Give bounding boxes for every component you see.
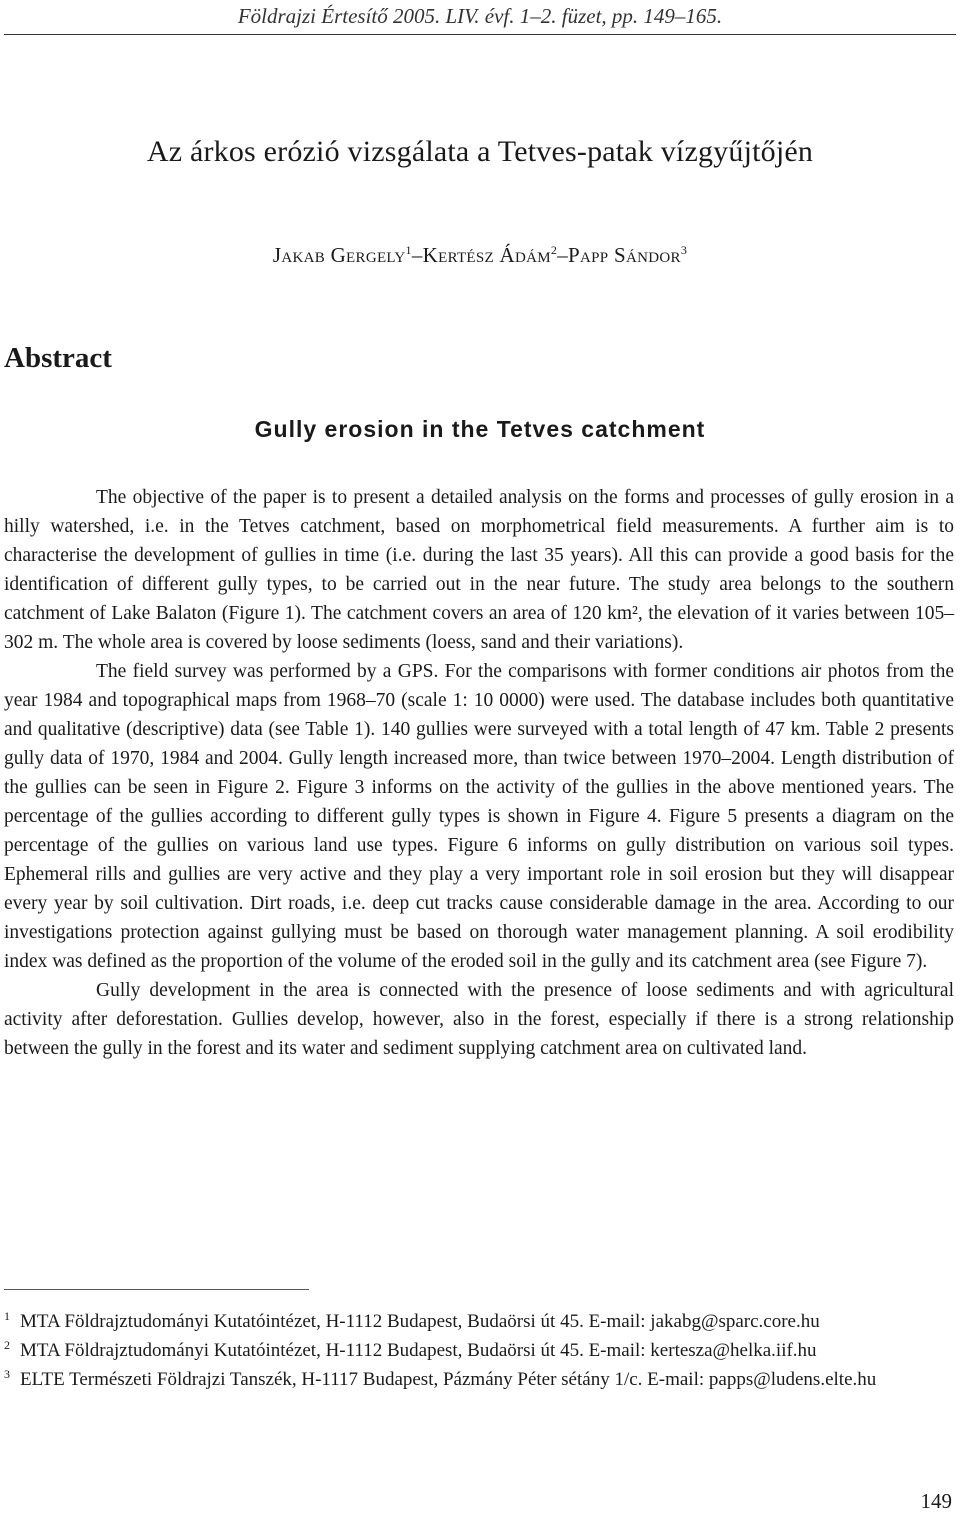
running-head: Földrajzi Értesítő 2005. LIV. évf. 1–2. füzet, pp. 149–165. (237, 4, 723, 28)
footnote-number: 1 (4, 1309, 10, 1323)
footnote (4, 1365, 954, 1394)
abstract-paragraph: The field survey was performed by a GPS. For the comparisons with former conditions air photos from the year 1984 and topographical maps from 1968–70 (scale 1: 10 0000) were used. The database includes both quantitative and qualitative (descriptive) data (see Table 1). 140 gullies were surveyed with a total length of 47 km. Table 2 presents gully data of 1970, 1984 and 2004. Gully length increased more, than twice between 1970–2004. Length distribution of the gullies can be seen in Figure 2. Figure 3 informs on the activity of the gullies in the above mentioned years. The percentage of the gullies according to different gully types is shown in Figure 4. Figure 5 presents a diagram on the percentage of the gullies on various land use types. Figure 6 informs on gully distribution on various soil types. Ephemeral rills and gullies are very active and they play a very important role in soil erosion but they will disappear every year by soil cultivation. Dirt roads, i.e. deep cut tracks cause considerable damage in the area. According to our investigations protection against gullying must be based on thorough water management planning. A soil erodibility index was defined as the proportion of the volume of the eroded soil in the gully and its catchment area (see Figure 7). (4, 661, 954, 972)
author-separator: – (411, 243, 423, 267)
author-name: Papp Sándor (568, 243, 681, 267)
abstract-body (4, 483, 954, 1063)
footnotes (4, 1307, 954, 1394)
author-name: Kertész Ádám (422, 243, 551, 267)
footnote-number: 2 (4, 1338, 10, 1352)
abstract-heading: Abstract (4, 342, 112, 374)
author-mark: 1 (405, 243, 412, 257)
english-title: Gully erosion in the Tetves catchment (254, 416, 706, 442)
footnote-text: MTA Földrajztudományi Kutatóintézet, H-1112 Budapest, Budaörsi út 45. E-mail: jakabg@sparc.core.hu (20, 1311, 820, 1332)
abstract-paragraph: Gully development in the area is connected with the presence of loose sediments and with agricultural activity after deforestation. Gullies develop, however, also in the forest, especially if there is a strong relationship between the gully in the forest and its water and sediment supplying catchment area on cultivated land. (4, 980, 954, 1059)
author-mark: 3 (680, 243, 688, 257)
footnote-text: ELTE Természeti Földrajzi Tanszék, H-1117 Budapest, Pázmány Péter sétány 1/c. E-mail: papps@ludens.elte.hu (20, 1369, 877, 1390)
footnote-text: MTA Földrajztudományi Kutatóintézet, H-1112 Budapest, Budaörsi út 45. E-mail: kertesza@helka.iif.hu (20, 1340, 817, 1361)
footnote (4, 1336, 954, 1365)
author-separator: – (557, 243, 569, 267)
footnote-rule (4, 1289, 309, 1290)
header-rule (4, 34, 956, 35)
article-title: Az árkos erózió vizsgálata a Tetves-patak vízgyűjtőjén (146, 135, 814, 168)
author-line (0, 243, 960, 268)
author-mark: 2 (550, 243, 558, 257)
author-name: Jakab Gergely (272, 243, 406, 267)
footnote (4, 1307, 954, 1336)
abstract-paragraph: The objective of the paper is to present a detailed analysis on the forms and processes of gully erosion in a hilly watershed, i.e. in the Tetves catchment, based on morphometrical field measurements. A further aim is to characterise the development of gullies in time (i.e. during the last 35 years). All this can provide a good basis for the identification of different gully types, to be carried out in the near future. The study area belongs to the southern catchment of Lake Balaton (Figure 1). The catchment covers an area of 120 km², the elevation of it varies between 105–302 m. The whole area is covered by loose sediments (loess, sand and their variations). (4, 487, 954, 653)
footnote-number: 3 (4, 1367, 10, 1381)
page-number: 149 (920, 1489, 952, 1513)
